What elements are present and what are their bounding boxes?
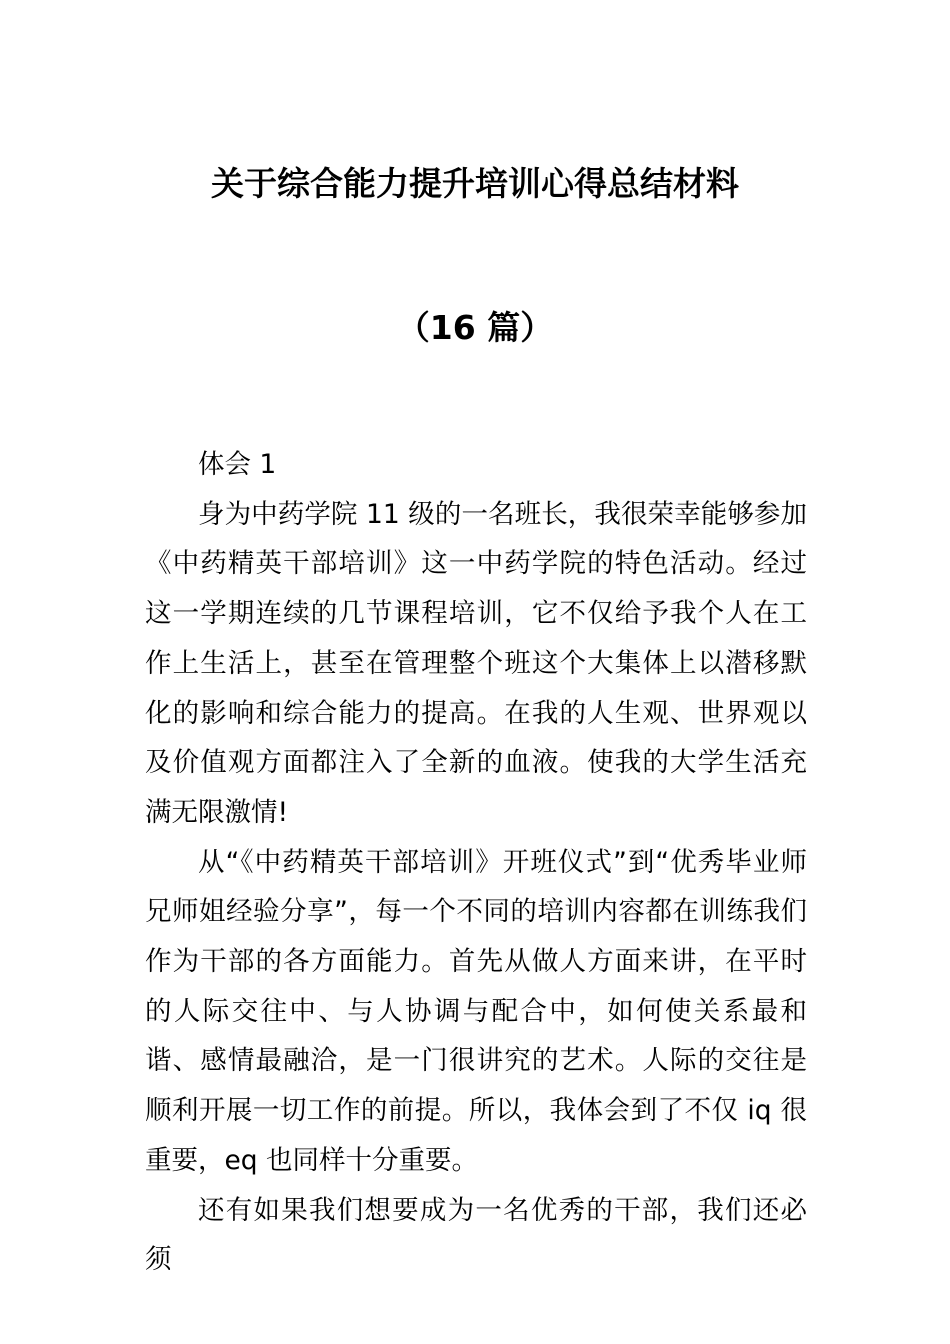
- paragraph-1: 身为中药学院 11 级的一名班长，我很荣幸能够参加《中药精英干部培训》这一中药学院的特色活动。经过这一学期连续的几节课程培训，它不仅给予我个人在工作上生活上，甚至在管理整个班这个大集体上以潜移默化的影响和综合能力的提高。在我的人生观、世界观以及价值观方面都注入了全新的血液。使我的大学生活充满无限激情!: [145, 498, 807, 828]
- document-body: [145, 440, 807, 1285]
- paragraph-2: 从“《中药精英干部培训》开班仪式”到“优秀毕业师兄师姐经验分享”，每一个不同的培训内容都在训练我们作为干部的各方面能力。首先从做人方面来讲，在平时的人际交往中、与人协调与配合中，如何使关系最和谐、感情最融洽，是一门很讲究的艺术。人际的交往是顺利开展一切工作的前提。所以，我体会到了不仅 iq 很重要，eq 也同样十分重要。: [145, 846, 807, 1176]
- document-subtitle: （16 篇）: [396, 308, 554, 347]
- paragraph-3: 还有如果我们想要成为一名优秀的干部，我们还必须: [145, 1194, 807, 1276]
- document-title: 关于综合能力提升培训心得总结材料: [211, 164, 739, 203]
- section-heading: 体会 1: [198, 449, 277, 480]
